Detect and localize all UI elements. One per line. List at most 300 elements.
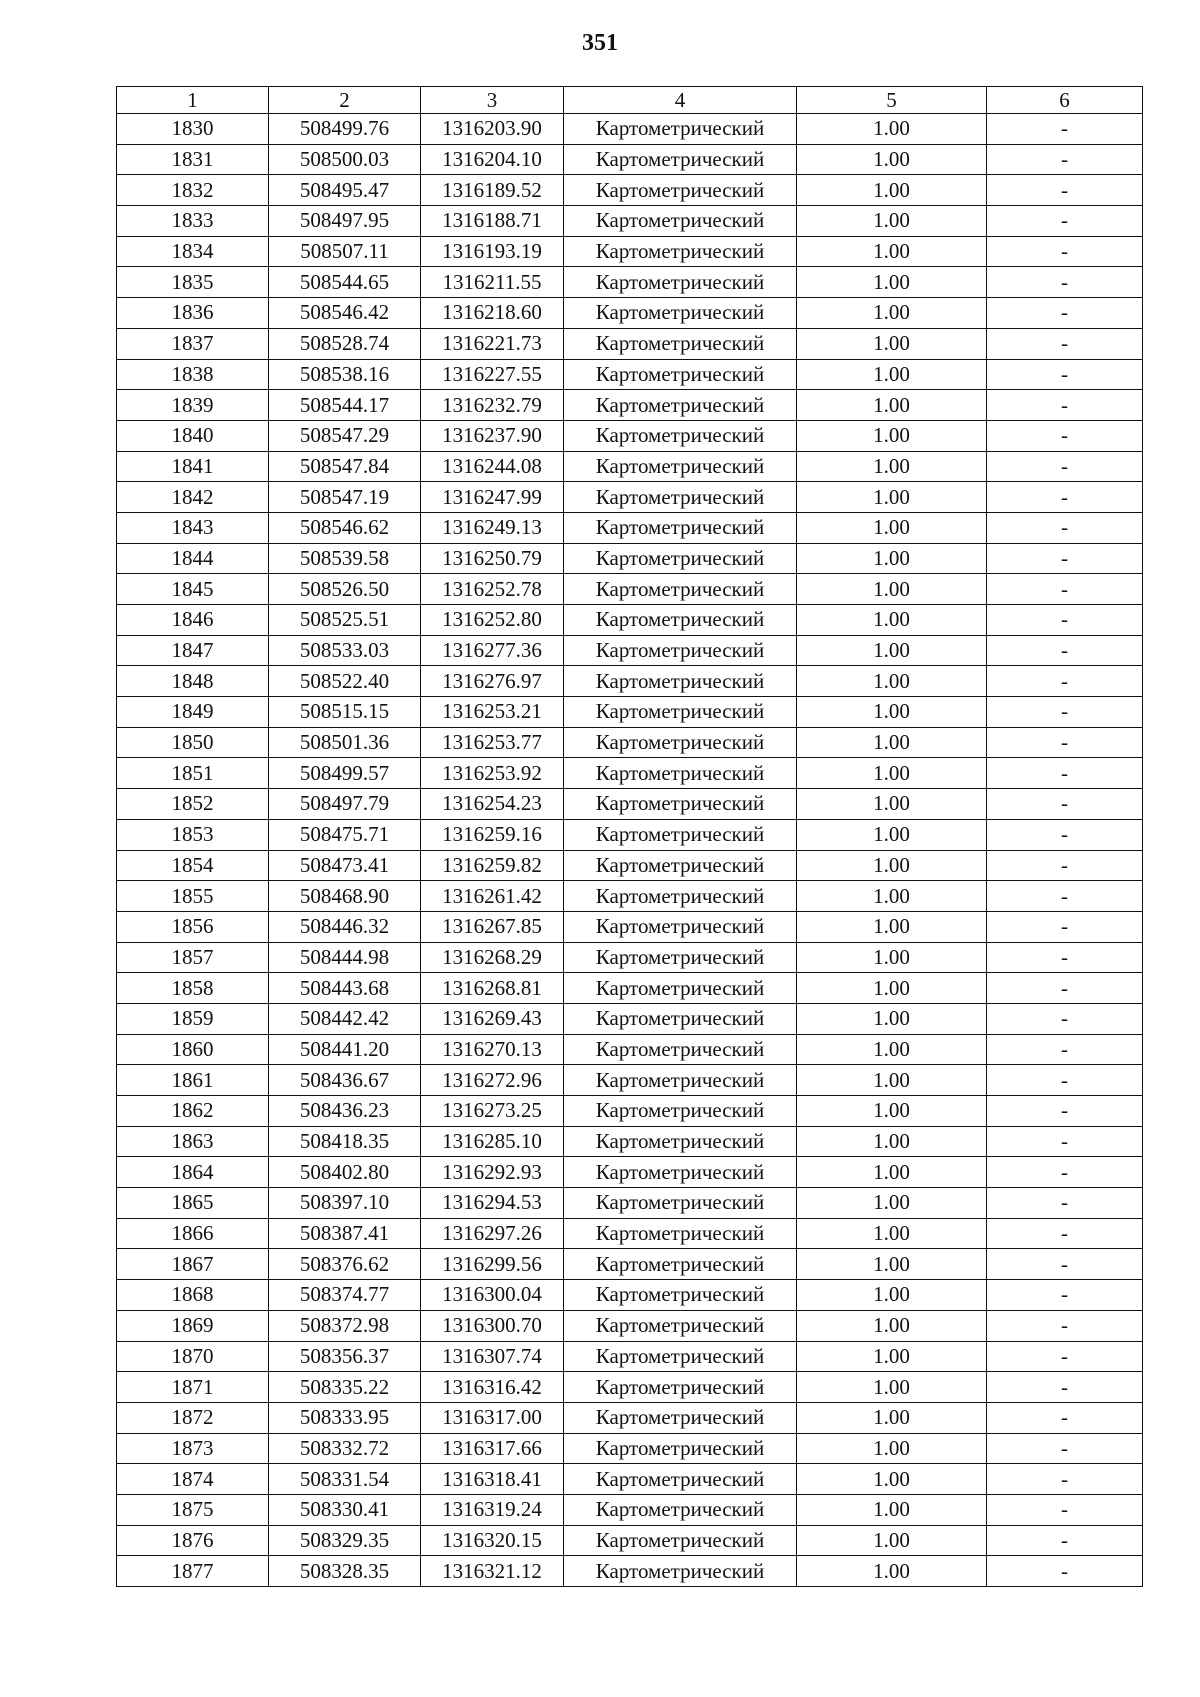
y-coordinate-cell: 1316300.04 <box>421 1280 564 1311</box>
method-cell: Картометрический <box>564 236 797 267</box>
method-cell: Картометрический <box>564 267 797 298</box>
table-row <box>117 328 1143 359</box>
accuracy-cell: 1.00 <box>797 881 987 912</box>
table-row <box>117 420 1143 451</box>
accuracy-cell: 1.00 <box>797 911 987 942</box>
point-number-cell: 1869 <box>117 1310 269 1341</box>
point-number-cell: 1857 <box>117 942 269 973</box>
accuracy-cell: 1.00 <box>797 635 987 666</box>
method-cell: Картометрический <box>564 1157 797 1188</box>
x-coordinate-cell: 508500.03 <box>269 144 421 175</box>
method-cell: Картометрический <box>564 758 797 789</box>
table-row <box>117 850 1143 881</box>
note-cell: - <box>987 1402 1143 1433</box>
y-coordinate-cell: 1316320.15 <box>421 1525 564 1556</box>
point-number-cell: 1877 <box>117 1556 269 1587</box>
table-row <box>117 911 1143 942</box>
table-row <box>117 451 1143 482</box>
note-cell: - <box>987 1065 1143 1096</box>
accuracy-cell: 1.00 <box>797 942 987 973</box>
y-coordinate-cell: 1316268.81 <box>421 973 564 1004</box>
x-coordinate-cell: 508475.71 <box>269 819 421 850</box>
accuracy-cell: 1.00 <box>797 666 987 697</box>
accuracy-cell: 1.00 <box>797 512 987 543</box>
method-cell: Картометрический <box>564 543 797 574</box>
y-coordinate-cell: 1316319.24 <box>421 1494 564 1525</box>
method-cell: Картометрический <box>564 1464 797 1495</box>
note-cell: - <box>987 1188 1143 1219</box>
page-number: 351 <box>582 30 618 56</box>
y-coordinate-cell: 1316294.53 <box>421 1188 564 1219</box>
note-cell: - <box>987 1310 1143 1341</box>
note-cell: - <box>987 697 1143 728</box>
x-coordinate-cell: 508335.22 <box>269 1372 421 1403</box>
accuracy-cell: 1.00 <box>797 543 987 574</box>
y-coordinate-cell: 1316244.08 <box>421 451 564 482</box>
point-number-cell: 1833 <box>117 206 269 237</box>
method-cell: Картометрический <box>564 482 797 513</box>
note-cell: - <box>987 1157 1143 1188</box>
table-row <box>117 881 1143 912</box>
method-cell: Картометрический <box>564 697 797 728</box>
method-cell: Картометрический <box>564 1372 797 1403</box>
point-number-cell: 1831 <box>117 144 269 175</box>
y-coordinate-cell: 1316203.90 <box>421 114 564 145</box>
method-cell: Картометрический <box>564 144 797 175</box>
y-coordinate-cell: 1316321.12 <box>421 1556 564 1587</box>
y-coordinate-cell: 1316253.92 <box>421 758 564 789</box>
method-cell: Картометрический <box>564 973 797 1004</box>
x-coordinate-cell: 508547.29 <box>269 420 421 451</box>
x-coordinate-cell: 508499.76 <box>269 114 421 145</box>
accuracy-cell: 1.00 <box>797 1218 987 1249</box>
x-coordinate-cell: 508546.42 <box>269 298 421 329</box>
table-row <box>117 1372 1143 1403</box>
method-cell: Картометрический <box>564 1433 797 1464</box>
method-cell: Картометрический <box>564 635 797 666</box>
table-row <box>117 605 1143 636</box>
table-row <box>117 1280 1143 1311</box>
table-row <box>117 1433 1143 1464</box>
table-row <box>117 942 1143 973</box>
method-cell: Картометрический <box>564 298 797 329</box>
x-coordinate-cell: 508547.84 <box>269 451 421 482</box>
y-coordinate-cell: 1316317.00 <box>421 1402 564 1433</box>
method-cell: Картометрический <box>564 1003 797 1034</box>
note-cell: - <box>987 758 1143 789</box>
y-coordinate-cell: 1316237.90 <box>421 420 564 451</box>
point-number-cell: 1870 <box>117 1341 269 1372</box>
method-cell: Картометрический <box>564 1065 797 1096</box>
x-coordinate-cell: 508356.37 <box>269 1341 421 1372</box>
point-number-cell: 1855 <box>117 881 269 912</box>
table-row <box>117 1218 1143 1249</box>
y-coordinate-cell: 1316218.60 <box>421 298 564 329</box>
point-number-cell: 1868 <box>117 1280 269 1311</box>
x-coordinate-cell: 508332.72 <box>269 1433 421 1464</box>
y-coordinate-cell: 1316317.66 <box>421 1433 564 1464</box>
table-row <box>117 635 1143 666</box>
point-number-cell: 1862 <box>117 1096 269 1127</box>
y-coordinate-cell: 1316253.21 <box>421 697 564 728</box>
accuracy-cell: 1.00 <box>797 1341 987 1372</box>
x-coordinate-cell: 508374.77 <box>269 1280 421 1311</box>
y-coordinate-cell: 1316204.10 <box>421 144 564 175</box>
point-number-cell: 1832 <box>117 175 269 206</box>
accuracy-cell: 1.00 <box>797 973 987 1004</box>
table-row <box>117 236 1143 267</box>
method-cell: Картометрический <box>564 1280 797 1311</box>
point-number-cell: 1872 <box>117 1402 269 1433</box>
point-number-cell: 1850 <box>117 727 269 758</box>
point-number-cell: 1835 <box>117 267 269 298</box>
column-header: 5 <box>797 87 987 114</box>
note-cell: - <box>987 1341 1143 1372</box>
point-number-cell: 1876 <box>117 1525 269 1556</box>
y-coordinate-cell: 1316189.52 <box>421 175 564 206</box>
y-coordinate-cell: 1316297.26 <box>421 1218 564 1249</box>
table-row <box>117 1556 1143 1587</box>
y-coordinate-cell: 1316254.23 <box>421 789 564 820</box>
note-cell: - <box>987 543 1143 574</box>
table-row <box>117 114 1143 145</box>
x-coordinate-cell: 508497.79 <box>269 789 421 820</box>
x-coordinate-cell: 508538.16 <box>269 359 421 390</box>
accuracy-cell: 1.00 <box>797 758 987 789</box>
table-row <box>117 789 1143 820</box>
note-cell: - <box>987 144 1143 175</box>
accuracy-cell: 1.00 <box>797 1372 987 1403</box>
x-coordinate-cell: 508328.35 <box>269 1556 421 1587</box>
accuracy-cell: 1.00 <box>797 574 987 605</box>
point-number-cell: 1854 <box>117 850 269 881</box>
accuracy-cell: 1.00 <box>797 451 987 482</box>
y-coordinate-cell: 1316247.99 <box>421 482 564 513</box>
accuracy-cell: 1.00 <box>797 267 987 298</box>
method-cell: Картометрический <box>564 175 797 206</box>
x-coordinate-cell: 508495.47 <box>269 175 421 206</box>
table-row <box>117 390 1143 421</box>
point-number-cell: 1861 <box>117 1065 269 1096</box>
accuracy-cell: 1.00 <box>797 1157 987 1188</box>
point-number-cell: 1836 <box>117 298 269 329</box>
x-coordinate-cell: 508499.57 <box>269 758 421 789</box>
note-cell: - <box>987 819 1143 850</box>
x-coordinate-cell: 508539.58 <box>269 543 421 574</box>
method-cell: Картометрический <box>564 819 797 850</box>
note-cell: - <box>987 635 1143 666</box>
method-cell: Картометрический <box>564 114 797 145</box>
y-coordinate-cell: 1316276.97 <box>421 666 564 697</box>
accuracy-cell: 1.00 <box>797 206 987 237</box>
x-coordinate-cell: 508330.41 <box>269 1494 421 1525</box>
accuracy-cell: 1.00 <box>797 727 987 758</box>
table-row <box>117 359 1143 390</box>
table-row <box>117 1341 1143 1372</box>
note-cell: - <box>987 298 1143 329</box>
x-coordinate-cell: 508444.98 <box>269 942 421 973</box>
method-cell: Картометрический <box>564 512 797 543</box>
method-cell: Картометрический <box>564 605 797 636</box>
point-number-cell: 1841 <box>117 451 269 482</box>
y-coordinate-cell: 1316277.36 <box>421 635 564 666</box>
table-row <box>117 482 1143 513</box>
accuracy-cell: 1.00 <box>797 1310 987 1341</box>
method-cell: Картометрический <box>564 359 797 390</box>
note-cell: - <box>987 1218 1143 1249</box>
note-cell: - <box>987 881 1143 912</box>
method-cell: Картометрический <box>564 1556 797 1587</box>
x-coordinate-cell: 508525.51 <box>269 605 421 636</box>
y-coordinate-cell: 1316307.74 <box>421 1341 564 1372</box>
x-coordinate-cell: 508497.95 <box>269 206 421 237</box>
point-number-cell: 1852 <box>117 789 269 820</box>
accuracy-cell: 1.00 <box>797 850 987 881</box>
y-coordinate-cell: 1316272.96 <box>421 1065 564 1096</box>
note-cell: - <box>987 1372 1143 1403</box>
method-cell: Картометрический <box>564 1310 797 1341</box>
x-coordinate-cell: 508546.62 <box>269 512 421 543</box>
table-row <box>117 1188 1143 1219</box>
table-row <box>117 758 1143 789</box>
note-cell: - <box>987 206 1143 237</box>
point-number-cell: 1873 <box>117 1433 269 1464</box>
y-coordinate-cell: 1316188.71 <box>421 206 564 237</box>
point-number-cell: 1858 <box>117 973 269 1004</box>
x-coordinate-cell: 508329.35 <box>269 1525 421 1556</box>
y-coordinate-cell: 1316300.70 <box>421 1310 564 1341</box>
point-number-cell: 1871 <box>117 1372 269 1403</box>
note-cell: - <box>987 175 1143 206</box>
accuracy-cell: 1.00 <box>797 1464 987 1495</box>
note-cell: - <box>987 666 1143 697</box>
method-cell: Картометрический <box>564 420 797 451</box>
column-header: 6 <box>987 87 1143 114</box>
method-cell: Картометрический <box>564 789 797 820</box>
accuracy-cell: 1.00 <box>797 789 987 820</box>
method-cell: Картометрический <box>564 850 797 881</box>
x-coordinate-cell: 508402.80 <box>269 1157 421 1188</box>
point-number-cell: 1874 <box>117 1464 269 1495</box>
table-row <box>117 819 1143 850</box>
accuracy-cell: 1.00 <box>797 1188 987 1219</box>
accuracy-cell: 1.00 <box>797 1003 987 1034</box>
table-header-row <box>117 87 1143 114</box>
method-cell: Картометрический <box>564 574 797 605</box>
x-coordinate-cell: 508387.41 <box>269 1218 421 1249</box>
note-cell: - <box>987 605 1143 636</box>
x-coordinate-cell: 508468.90 <box>269 881 421 912</box>
method-cell: Картометрический <box>564 1096 797 1127</box>
column-header: 2 <box>269 87 421 114</box>
table-row <box>117 1402 1143 1433</box>
column-header: 4 <box>564 87 797 114</box>
x-coordinate-cell: 508515.15 <box>269 697 421 728</box>
table-row <box>117 1096 1143 1127</box>
x-coordinate-cell: 508331.54 <box>269 1464 421 1495</box>
point-number-cell: 1830 <box>117 114 269 145</box>
point-number-cell: 1845 <box>117 574 269 605</box>
y-coordinate-cell: 1316270.13 <box>421 1034 564 1065</box>
column-header: 3 <box>421 87 564 114</box>
accuracy-cell: 1.00 <box>797 482 987 513</box>
y-coordinate-cell: 1316269.43 <box>421 1003 564 1034</box>
table-row <box>117 1157 1143 1188</box>
table-row <box>117 175 1143 206</box>
y-coordinate-cell: 1316267.85 <box>421 911 564 942</box>
x-coordinate-cell: 508441.20 <box>269 1034 421 1065</box>
x-coordinate-cell: 508446.32 <box>269 911 421 942</box>
table-row <box>117 973 1143 1004</box>
note-cell: - <box>987 236 1143 267</box>
accuracy-cell: 1.00 <box>797 1402 987 1433</box>
table-row <box>117 1034 1143 1065</box>
x-coordinate-cell: 508436.67 <box>269 1065 421 1096</box>
method-cell: Картометрический <box>564 1249 797 1280</box>
point-number-cell: 1842 <box>117 482 269 513</box>
note-cell: - <box>987 482 1143 513</box>
method-cell: Картометрический <box>564 1494 797 1525</box>
table-body <box>117 114 1143 1587</box>
x-coordinate-cell: 508443.68 <box>269 973 421 1004</box>
accuracy-cell: 1.00 <box>797 1126 987 1157</box>
point-number-cell: 1851 <box>117 758 269 789</box>
accuracy-cell: 1.00 <box>797 144 987 175</box>
table-row <box>117 666 1143 697</box>
table-row <box>117 697 1143 728</box>
point-number-cell: 1863 <box>117 1126 269 1157</box>
x-coordinate-cell: 508501.36 <box>269 727 421 758</box>
y-coordinate-cell: 1316273.25 <box>421 1096 564 1127</box>
accuracy-cell: 1.00 <box>797 390 987 421</box>
note-cell: - <box>987 1003 1143 1034</box>
method-cell: Картометрический <box>564 1188 797 1219</box>
y-coordinate-cell: 1316250.79 <box>421 543 564 574</box>
note-cell: - <box>987 328 1143 359</box>
x-coordinate-cell: 508436.23 <box>269 1096 421 1127</box>
table-row <box>117 1126 1143 1157</box>
x-coordinate-cell: 508522.40 <box>269 666 421 697</box>
x-coordinate-cell: 508547.19 <box>269 482 421 513</box>
y-coordinate-cell: 1316261.42 <box>421 881 564 912</box>
y-coordinate-cell: 1316259.82 <box>421 850 564 881</box>
accuracy-cell: 1.00 <box>797 114 987 145</box>
table-row <box>117 206 1143 237</box>
point-number-cell: 1844 <box>117 543 269 574</box>
note-cell: - <box>987 1464 1143 1495</box>
accuracy-cell: 1.00 <box>797 420 987 451</box>
table-row <box>117 1525 1143 1556</box>
accuracy-cell: 1.00 <box>797 1249 987 1280</box>
accuracy-cell: 1.00 <box>797 328 987 359</box>
method-cell: Картометрический <box>564 1034 797 1065</box>
column-header: 1 <box>117 87 269 114</box>
y-coordinate-cell: 1316252.78 <box>421 574 564 605</box>
accuracy-cell: 1.00 <box>797 1096 987 1127</box>
table-row <box>117 1249 1143 1280</box>
note-cell: - <box>987 1096 1143 1127</box>
y-coordinate-cell: 1316318.41 <box>421 1464 564 1495</box>
point-number-cell: 1856 <box>117 911 269 942</box>
accuracy-cell: 1.00 <box>797 819 987 850</box>
note-cell: - <box>987 451 1143 482</box>
note-cell: - <box>987 390 1143 421</box>
y-coordinate-cell: 1316232.79 <box>421 390 564 421</box>
point-number-cell: 1838 <box>117 359 269 390</box>
note-cell: - <box>987 1556 1143 1587</box>
x-coordinate-cell: 508397.10 <box>269 1188 421 1219</box>
note-cell: - <box>987 114 1143 145</box>
y-coordinate-cell: 1316253.77 <box>421 727 564 758</box>
point-number-cell: 1867 <box>117 1249 269 1280</box>
accuracy-cell: 1.00 <box>797 1525 987 1556</box>
method-cell: Картометрический <box>564 881 797 912</box>
note-cell: - <box>987 1433 1143 1464</box>
point-number-cell: 1849 <box>117 697 269 728</box>
y-coordinate-cell: 1316292.93 <box>421 1157 564 1188</box>
y-coordinate-cell: 1316211.55 <box>421 267 564 298</box>
x-coordinate-cell: 508372.98 <box>269 1310 421 1341</box>
note-cell: - <box>987 420 1143 451</box>
point-number-cell: 1834 <box>117 236 269 267</box>
coordinates-table <box>116 86 1143 1587</box>
note-cell: - <box>987 1494 1143 1525</box>
accuracy-cell: 1.00 <box>797 1556 987 1587</box>
note-cell: - <box>987 942 1143 973</box>
point-number-cell: 1837 <box>117 328 269 359</box>
x-coordinate-cell: 508544.65 <box>269 267 421 298</box>
method-cell: Картометрический <box>564 727 797 758</box>
accuracy-cell: 1.00 <box>797 1494 987 1525</box>
method-cell: Картометрический <box>564 390 797 421</box>
x-coordinate-cell: 508473.41 <box>269 850 421 881</box>
point-number-cell: 1843 <box>117 512 269 543</box>
note-cell: - <box>987 574 1143 605</box>
accuracy-cell: 1.00 <box>797 236 987 267</box>
table-row <box>117 1310 1143 1341</box>
point-number-cell: 1866 <box>117 1218 269 1249</box>
y-coordinate-cell: 1316259.16 <box>421 819 564 850</box>
method-cell: Картометрический <box>564 206 797 237</box>
table-row <box>117 144 1143 175</box>
note-cell: - <box>987 512 1143 543</box>
table-row <box>117 1065 1143 1096</box>
note-cell: - <box>987 1126 1143 1157</box>
note-cell: - <box>987 1034 1143 1065</box>
point-number-cell: 1860 <box>117 1034 269 1065</box>
x-coordinate-cell: 508526.50 <box>269 574 421 605</box>
y-coordinate-cell: 1316252.80 <box>421 605 564 636</box>
method-cell: Картометрический <box>564 1525 797 1556</box>
note-cell: - <box>987 973 1143 1004</box>
point-number-cell: 1859 <box>117 1003 269 1034</box>
point-number-cell: 1846 <box>117 605 269 636</box>
table-row <box>117 1003 1143 1034</box>
note-cell: - <box>987 267 1143 298</box>
method-cell: Картометрический <box>564 911 797 942</box>
note-cell: - <box>987 1249 1143 1280</box>
accuracy-cell: 1.00 <box>797 1065 987 1096</box>
method-cell: Картометрический <box>564 942 797 973</box>
y-coordinate-cell: 1316227.55 <box>421 359 564 390</box>
y-coordinate-cell: 1316249.13 <box>421 512 564 543</box>
x-coordinate-cell: 508442.42 <box>269 1003 421 1034</box>
table-row <box>117 1464 1143 1495</box>
method-cell: Картометрический <box>564 666 797 697</box>
table-row <box>117 267 1143 298</box>
y-coordinate-cell: 1316316.42 <box>421 1372 564 1403</box>
y-coordinate-cell: 1316268.29 <box>421 942 564 973</box>
